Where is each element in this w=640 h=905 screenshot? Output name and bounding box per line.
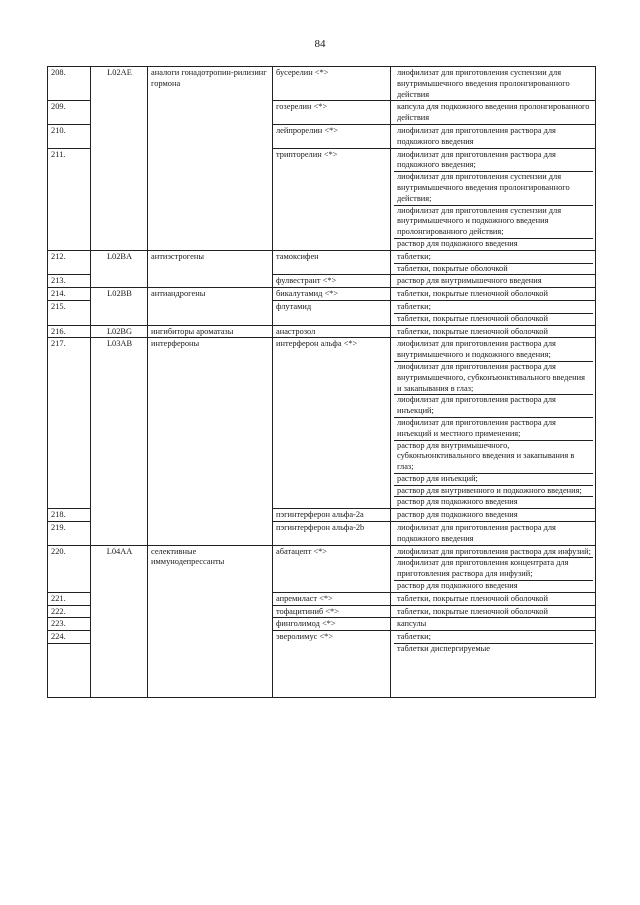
dosage-form-item: лиофилизат для приготовления раствора для инъекций и местного применения;	[394, 418, 593, 441]
row-number	[48, 644, 91, 698]
dosage-forms	[391, 300, 596, 325]
dosage-form-item: таблетки диспергируемые	[397, 644, 491, 654]
drug-name: лейпрорелин <*>	[273, 124, 391, 148]
dosage-forms	[391, 338, 596, 509]
row-number: 221.	[48, 592, 91, 605]
dosage-form-item: капсулы	[397, 619, 427, 629]
dosage-form-item: лиофилизат для приготовления суспензии для внутримышечного введения пролонгированного действия;	[394, 172, 593, 205]
row-number: 219.	[48, 522, 91, 546]
dosage-form-item: таблетки;	[394, 302, 593, 314]
dosage-form-item: таблетки;	[394, 632, 593, 644]
pharmacological-group: селективные иммунодепрессанты	[148, 545, 273, 697]
dosage-forms	[391, 275, 596, 288]
dosage-form-item: лиофилизат для приготовления раствора для подкожного введения	[397, 523, 556, 543]
dosage-form-item: капсула для подкожного введения пролонгированного действия	[397, 102, 590, 123]
table-row	[48, 67, 596, 101]
dosage-forms	[391, 522, 596, 546]
dosage-form-item: лиофилизат для приготовления раствора для подкожного введения;	[394, 150, 593, 173]
pharmacological-group: аналоги гонадотропин-рилизинг гормона	[148, 67, 273, 251]
dosage-forms	[391, 101, 596, 125]
row-number: 222.	[48, 605, 91, 618]
dosage-form-item: таблетки;	[394, 252, 593, 264]
row-number: 216.	[48, 325, 91, 338]
pharmacological-group: антиандрогены	[148, 288, 273, 325]
drug-name: тофацитиниб <*>	[273, 605, 391, 618]
dosage-forms	[391, 605, 596, 618]
dosage-forms	[391, 288, 596, 301]
dosage-form-item: раствор для внутримышечного введения	[397, 276, 542, 286]
dosage-form-item: лиофилизат для приготовления раствора для инфузий;	[394, 547, 593, 559]
row-number: 209.	[48, 101, 91, 125]
table-row	[48, 338, 596, 509]
drug-list-table	[47, 66, 596, 698]
table-row	[48, 545, 596, 592]
dosage-forms	[391, 592, 596, 605]
drug-name: финголимод <*>	[273, 618, 391, 631]
dosage-form-item: лиофилизат для приготовления концентрата для приготовления раствора для инфузий;	[394, 558, 593, 581]
row-number: 208.	[48, 67, 91, 101]
row-number: 211.	[48, 148, 91, 250]
dosage-forms	[391, 509, 596, 522]
atc-code: L02BB	[91, 288, 148, 325]
table-row	[48, 325, 596, 338]
row-number: 213.	[48, 275, 91, 288]
atc-code: L02AE	[91, 67, 148, 251]
drug-name: бикалутамид <*>	[273, 288, 391, 301]
drug-name: абатацепт <*>	[273, 545, 391, 592]
row-number: 217.	[48, 338, 91, 509]
dosage-form-item: лиофилизат для приготовления суспензии для внутримышечного и подкожного введения пролонгированного действия;	[394, 206, 593, 239]
row-number: 218.	[48, 509, 91, 522]
dosage-form-item: таблетки, покрытые оболочкой	[397, 263, 508, 273]
dosage-form-item: таблетки, покрытые пленочной оболочкой	[397, 593, 548, 603]
drug-name: тамоксифен	[273, 250, 391, 275]
dosage-forms	[391, 325, 596, 338]
dosage-form-item: лиофилизат для приготовления раствора для инъекций;	[394, 395, 593, 418]
dosage-form-item: раствор для подкожного введения	[397, 510, 518, 520]
dosage-forms	[391, 67, 596, 101]
drug-name: эверолимус <*>	[273, 631, 391, 698]
dosage-form-item: раствор для подкожного введения	[397, 497, 518, 507]
drug-name: трипторелин <*>	[273, 148, 391, 250]
dosage-form-item: таблетки, покрытые пленочной оболочкой	[397, 313, 548, 323]
table-row	[48, 288, 596, 301]
page-number: 84	[314, 38, 326, 50]
pharmacological-group: антиэстрогены	[148, 250, 273, 287]
drug-name: пэгинтерферон альфа-2b	[273, 522, 391, 546]
table-body	[48, 67, 596, 698]
dosage-form-item: таблетки, покрытые пленочной оболочкой	[397, 326, 548, 336]
atc-code: L04AA	[91, 545, 148, 697]
row-number: 214.	[48, 288, 91, 301]
atc-code: L03AB	[91, 338, 148, 545]
dosage-form-item: раствор для внутривенного и подкожного введения;	[394, 486, 593, 498]
dosage-forms	[391, 618, 596, 631]
dosage-form-item: раствор для инъекций;	[394, 474, 593, 486]
drug-name: интерферон альфа <*>	[273, 338, 391, 509]
drug-name: пэгинтерферон альфа-2a	[273, 509, 391, 522]
drug-name: гозерелин <*>	[273, 101, 391, 125]
row-number: 215.	[48, 300, 91, 325]
row-number: 210.	[48, 124, 91, 148]
pharmacological-group: ингибиторы ароматазы	[148, 325, 273, 338]
drug-name: апремиласт <*>	[273, 592, 391, 605]
atc-code: L02BG	[91, 325, 148, 338]
dosage-forms	[391, 148, 596, 250]
dosage-form-item: раствор для подкожного введения	[397, 238, 518, 248]
dosage-forms	[391, 631, 596, 698]
row-number: 220.	[48, 545, 91, 592]
drug-name: анастрозол	[273, 325, 391, 338]
dosage-form-item: раствор для подкожного введения	[397, 581, 518, 591]
dosage-forms	[391, 124, 596, 148]
row-number: 212.	[48, 250, 91, 275]
dosage-form-item: таблетки, покрытые пленочной оболочкой	[397, 606, 548, 616]
drug-name: фулвестрант <*>	[273, 275, 391, 288]
atc-code: L02BA	[91, 250, 148, 287]
table-row	[48, 250, 596, 275]
dosage-forms	[391, 250, 596, 275]
drug-name: бусерелин <*>	[273, 67, 391, 101]
row-number: 224.	[48, 631, 91, 644]
dosage-forms	[391, 545, 596, 592]
dosage-form-item: лиофилизат для приготовления раствора для подкожного введения	[397, 125, 556, 146]
pharmacological-group: интерфероны	[148, 338, 273, 545]
dosage-form-item: лиофилизат для приготовления раствора для внутримышечного, субконъюнктивального введения и закапывания в глаз;	[394, 362, 593, 395]
dosage-form-item: раствор для внутримышечного, субконъюнктивального введения и закапывания в глаз;	[394, 441, 593, 474]
drug-name: флутамид	[273, 300, 391, 325]
dosage-form-item: лиофилизат для приготовления суспензии для внутримышечного введения пролонгированного действия	[397, 68, 570, 99]
dosage-form-item: лиофилизат для приготовления раствора для внутримышечного и подкожного введения;	[394, 339, 593, 362]
dosage-form-item: таблетки, покрытые пленочной оболочкой	[397, 289, 548, 299]
row-number: 223.	[48, 618, 91, 631]
